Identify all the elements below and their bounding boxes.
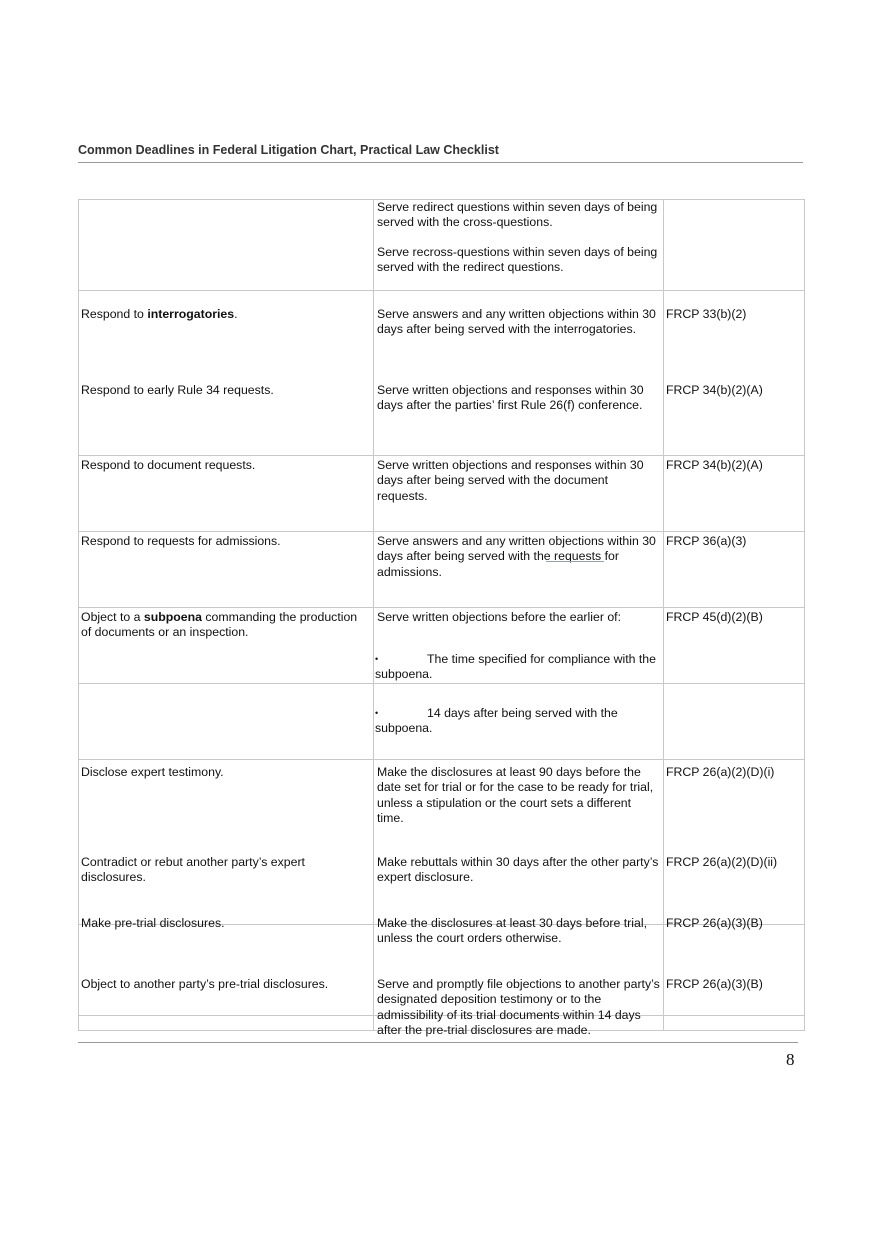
page-header-title: Common Deadlines in Federal Litigation Chart, Practical Law Checklist [78, 143, 499, 157]
deadline-text: Serve and promptly file objections to another party’s designated deposition testimony or to the admissibility of its trial documents within 14 days after the pre-trial disclosures are made. [377, 977, 660, 1037]
header-divider [78, 162, 803, 163]
action-text: Object to another party’s pre-trial disclosures. [81, 977, 329, 991]
deadline-text: Make rebuttals within 30 days after the other party’s expert disclosure. [377, 855, 659, 885]
deadline-text: Serve redirect questions within seven days of being served with the cross-questions. [377, 200, 658, 230]
action-text: Make pre-trial disclosures. [81, 916, 225, 930]
column-divider [373, 199, 374, 1030]
action-text: Object to a subpoena commanding the production of documents or an inspection. [81, 610, 358, 640]
row-divider [78, 455, 805, 456]
footer-divider [78, 1042, 798, 1043]
rule-citation: FRCP 45(d)(2)(B) [666, 610, 763, 624]
action-text: Respond to document requests. [81, 458, 256, 472]
action-text: Respond to interrogatories. [81, 307, 238, 321]
rule-citation: FRCP 34(b)(2)(A) [666, 383, 763, 397]
deadline-text: Serve recross-questions within seven days of being served with the redirect questions. [377, 245, 658, 275]
text-underline-mark [546, 561, 604, 562]
rule-citation: FRCP 26(a)(2)(D)(ii) [666, 855, 778, 869]
deadline-text: Serve written objections and responses within 30 days after being served with the document requests. [377, 458, 644, 503]
bullet-item: • 14 days after being served with the subpoena. [375, 706, 618, 736]
deadline-text: Serve answers and any written objections within 30 days after being served with the interrogatories. [377, 307, 656, 337]
table-border-left [78, 199, 79, 1030]
rule-citation: FRCP 26(a)(3)(B) [666, 977, 763, 991]
row-divider [78, 759, 805, 760]
action-text: Respond to requests for admissions. [81, 534, 281, 548]
row-divider [78, 290, 805, 291]
action-text: Respond to early Rule 34 requests. [81, 383, 274, 397]
row-divider [78, 607, 805, 608]
bullet-glyph: • [375, 708, 379, 718]
action-text: Contradict or rebut another party’s expert disclosures. [81, 855, 305, 885]
deadline-text: Make the disclosures at least 30 days before trial, unless the court orders otherwise. [377, 916, 647, 946]
deadline-text: Serve written objections before the earlier of: [377, 610, 622, 624]
rule-citation: FRCP 26(a)(3)(B) [666, 916, 763, 930]
column-divider [663, 199, 664, 1030]
rule-citation: FRCP 33(b)(2) [666, 307, 747, 321]
deadline-text: Make the disclosures at least 90 days before the date set for trial or for the case to be ready for trial, unless a stipulation or the court sets a different time. [377, 765, 654, 825]
rule-citation: FRCP 34(b)(2)(A) [666, 458, 763, 472]
table-border-right [804, 199, 805, 1030]
action-text: Disclose expert testimony. [81, 765, 224, 779]
bullet-item: • The time specified for compliance with the subpoena. [375, 652, 656, 682]
row-divider [78, 683, 805, 684]
bullet-glyph: • [375, 654, 379, 664]
rule-citation: FRCP 36(a)(3) [666, 534, 747, 548]
row-divider [78, 531, 805, 532]
page-number: 8 [786, 1050, 795, 1069]
deadline-text: Serve answers and any written objections within 30 days after being served with the requests for admissions. [377, 534, 656, 579]
rule-citation: FRCP 26(a)(2)(D)(i) [666, 765, 775, 779]
deadline-text: Serve written objections and responses within 30 days after the parties’ first Rule 26(f) conference. [377, 383, 644, 413]
